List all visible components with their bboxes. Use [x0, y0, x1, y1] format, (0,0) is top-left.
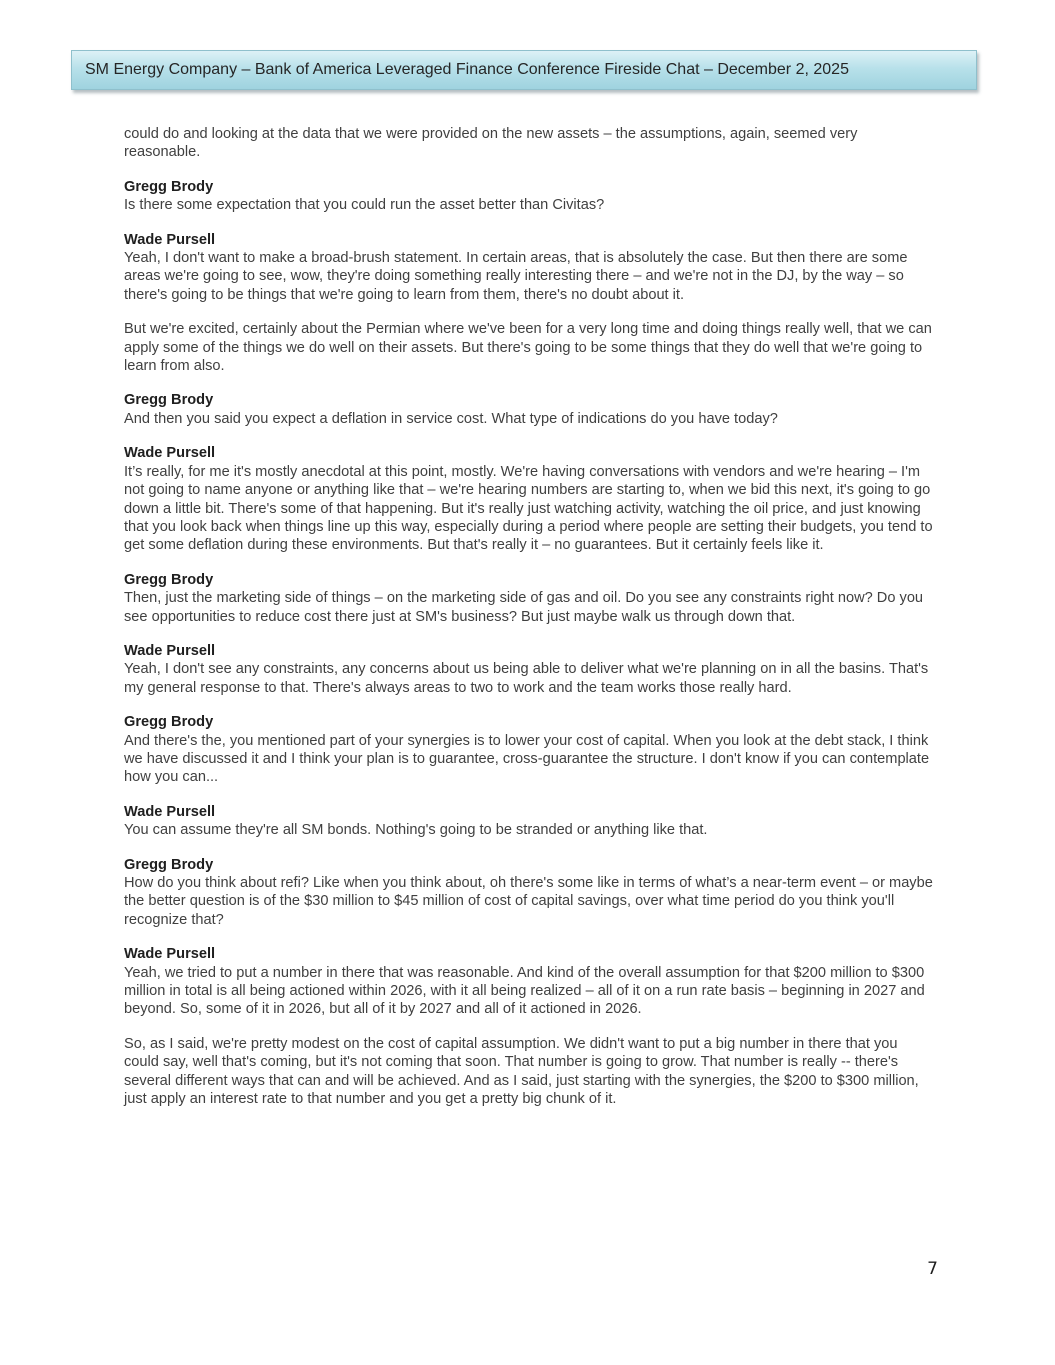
transcript-body — [124, 125, 936, 1108]
document-title: SM Energy Company – Bank of America Leveraged Finance Conference Fireside Chat – December 2, 2025 — [85, 61, 849, 78]
speaker-name: Gregg Brody — [124, 714, 214, 731]
document-header — [71, 50, 977, 90]
paragraph: Yeah, I don't want to make a broad-brush statement. In certain areas, that is absolutely the case. But then there are some areas we're going to see, wow, they're doing something really interesting there – and we're not in the DJ, by the way – so there's going to be things that we're going to learn from them, there's no doubt about it. — [124, 250, 908, 303]
paragraph: Is there some expectation that you could run the asset better than Civitas? — [124, 197, 605, 214]
paragraph: could do and looking at the data that we were provided on the new assets – the assumptions, again, seemed very reasonable. — [124, 126, 858, 161]
paragraph: It’s really, for me it's mostly anecdotal at this point, mostly. We're having conversations with vendors and we're hearing – I'm not going to name anyone or anything like that – we're hearing numbers are starting to, when we bid this next, it's going to go down a little bit. There's some of that happening. But it's really just watching activity, watching the oil price, and just knowing that you look back when things line up this way, especially during a period where people are setting their budgets, you tend to get some deflation during these environments. But that's really it – no guarantees. But it certainly feels like it. — [124, 463, 933, 554]
speaker-name: Gregg Brody — [124, 178, 214, 195]
speaker-name: Gregg Brody — [124, 392, 214, 409]
paragraph: Yeah, I don't see any constraints, any concerns about us being able to deliver what we're planning on in all the basins. That's my general response to that. There's always areas to two to work and the team works those really hard. — [124, 661, 929, 696]
speaker-name: Wade Pursell — [124, 803, 216, 820]
paragraph: So, as I said, we're pretty modest on the cost of capital assumption. We didn't want to put a big number in there that you could say, well that's coming, but it's not coming that soon. That number is going to grow. That number is really -- there's several different ways that can and will be achieved. And as I said, just starting with the synergies, the $200 to $300 million, just apply an interest rate to that number and you get a pretty big chunk of it. — [124, 1035, 919, 1108]
speaker-name: Wade Pursell — [124, 642, 216, 659]
speaker-name: Wade Pursell — [124, 946, 216, 963]
paragraph: But we're excited, certainly about the Permian where we've been for a very long time and doing things really well, that we can apply some of the things we do well on their assets. But there's going to be some things that they do well that we're going to learn from also. — [124, 321, 932, 375]
speaker-name: Gregg Brody — [124, 856, 214, 873]
paragraph: Then, just the marketing side of things – on the marketing side of gas and oil. Do you see any constraints right now? Do you see opportunities to reduce cost there just at SM's business? But just maybe walk us through down that. — [124, 590, 924, 625]
paragraph: And there's the, you mentioned part of your synergies is to lower your cost of capital. When you look at the debt stack, I think we have discussed it and I think your plan is to guarantee, cross-guarantee the structure. I don't know if you can contemplate how you can... — [124, 732, 930, 786]
paragraph: And then you said you expect a deflation in service cost. What type of indications do you have today? — [124, 410, 778, 427]
speaker-name: Wade Pursell — [124, 231, 216, 248]
page-number: 7 — [927, 1259, 938, 1279]
paragraph: How do you think about refi? Like when you think about, oh there's some like in terms of what’s a near-term event – or maybe the better question is of the $30 million to $45 million of cost of capital savings, over what time period do you think you'll recognize that? — [124, 875, 933, 928]
paragraph: You can assume they're all SM bonds. Nothing's going to be stranded or anything like that. — [124, 822, 708, 839]
paragraph: Yeah, we tried to put a number in there that was reasonable. And kind of the overall assumption for that $200 million to $300 million in total is all being actioned within 2026, with it all being realized – all of it on a run rate basis – beginning in 2027 and beyond. So, some of it in 2026, but all of it by 2027 and all of it actioned in 2026. — [124, 964, 925, 1018]
speaker-name: Wade Pursell — [124, 445, 216, 462]
speaker-name: Gregg Brody — [124, 571, 214, 588]
